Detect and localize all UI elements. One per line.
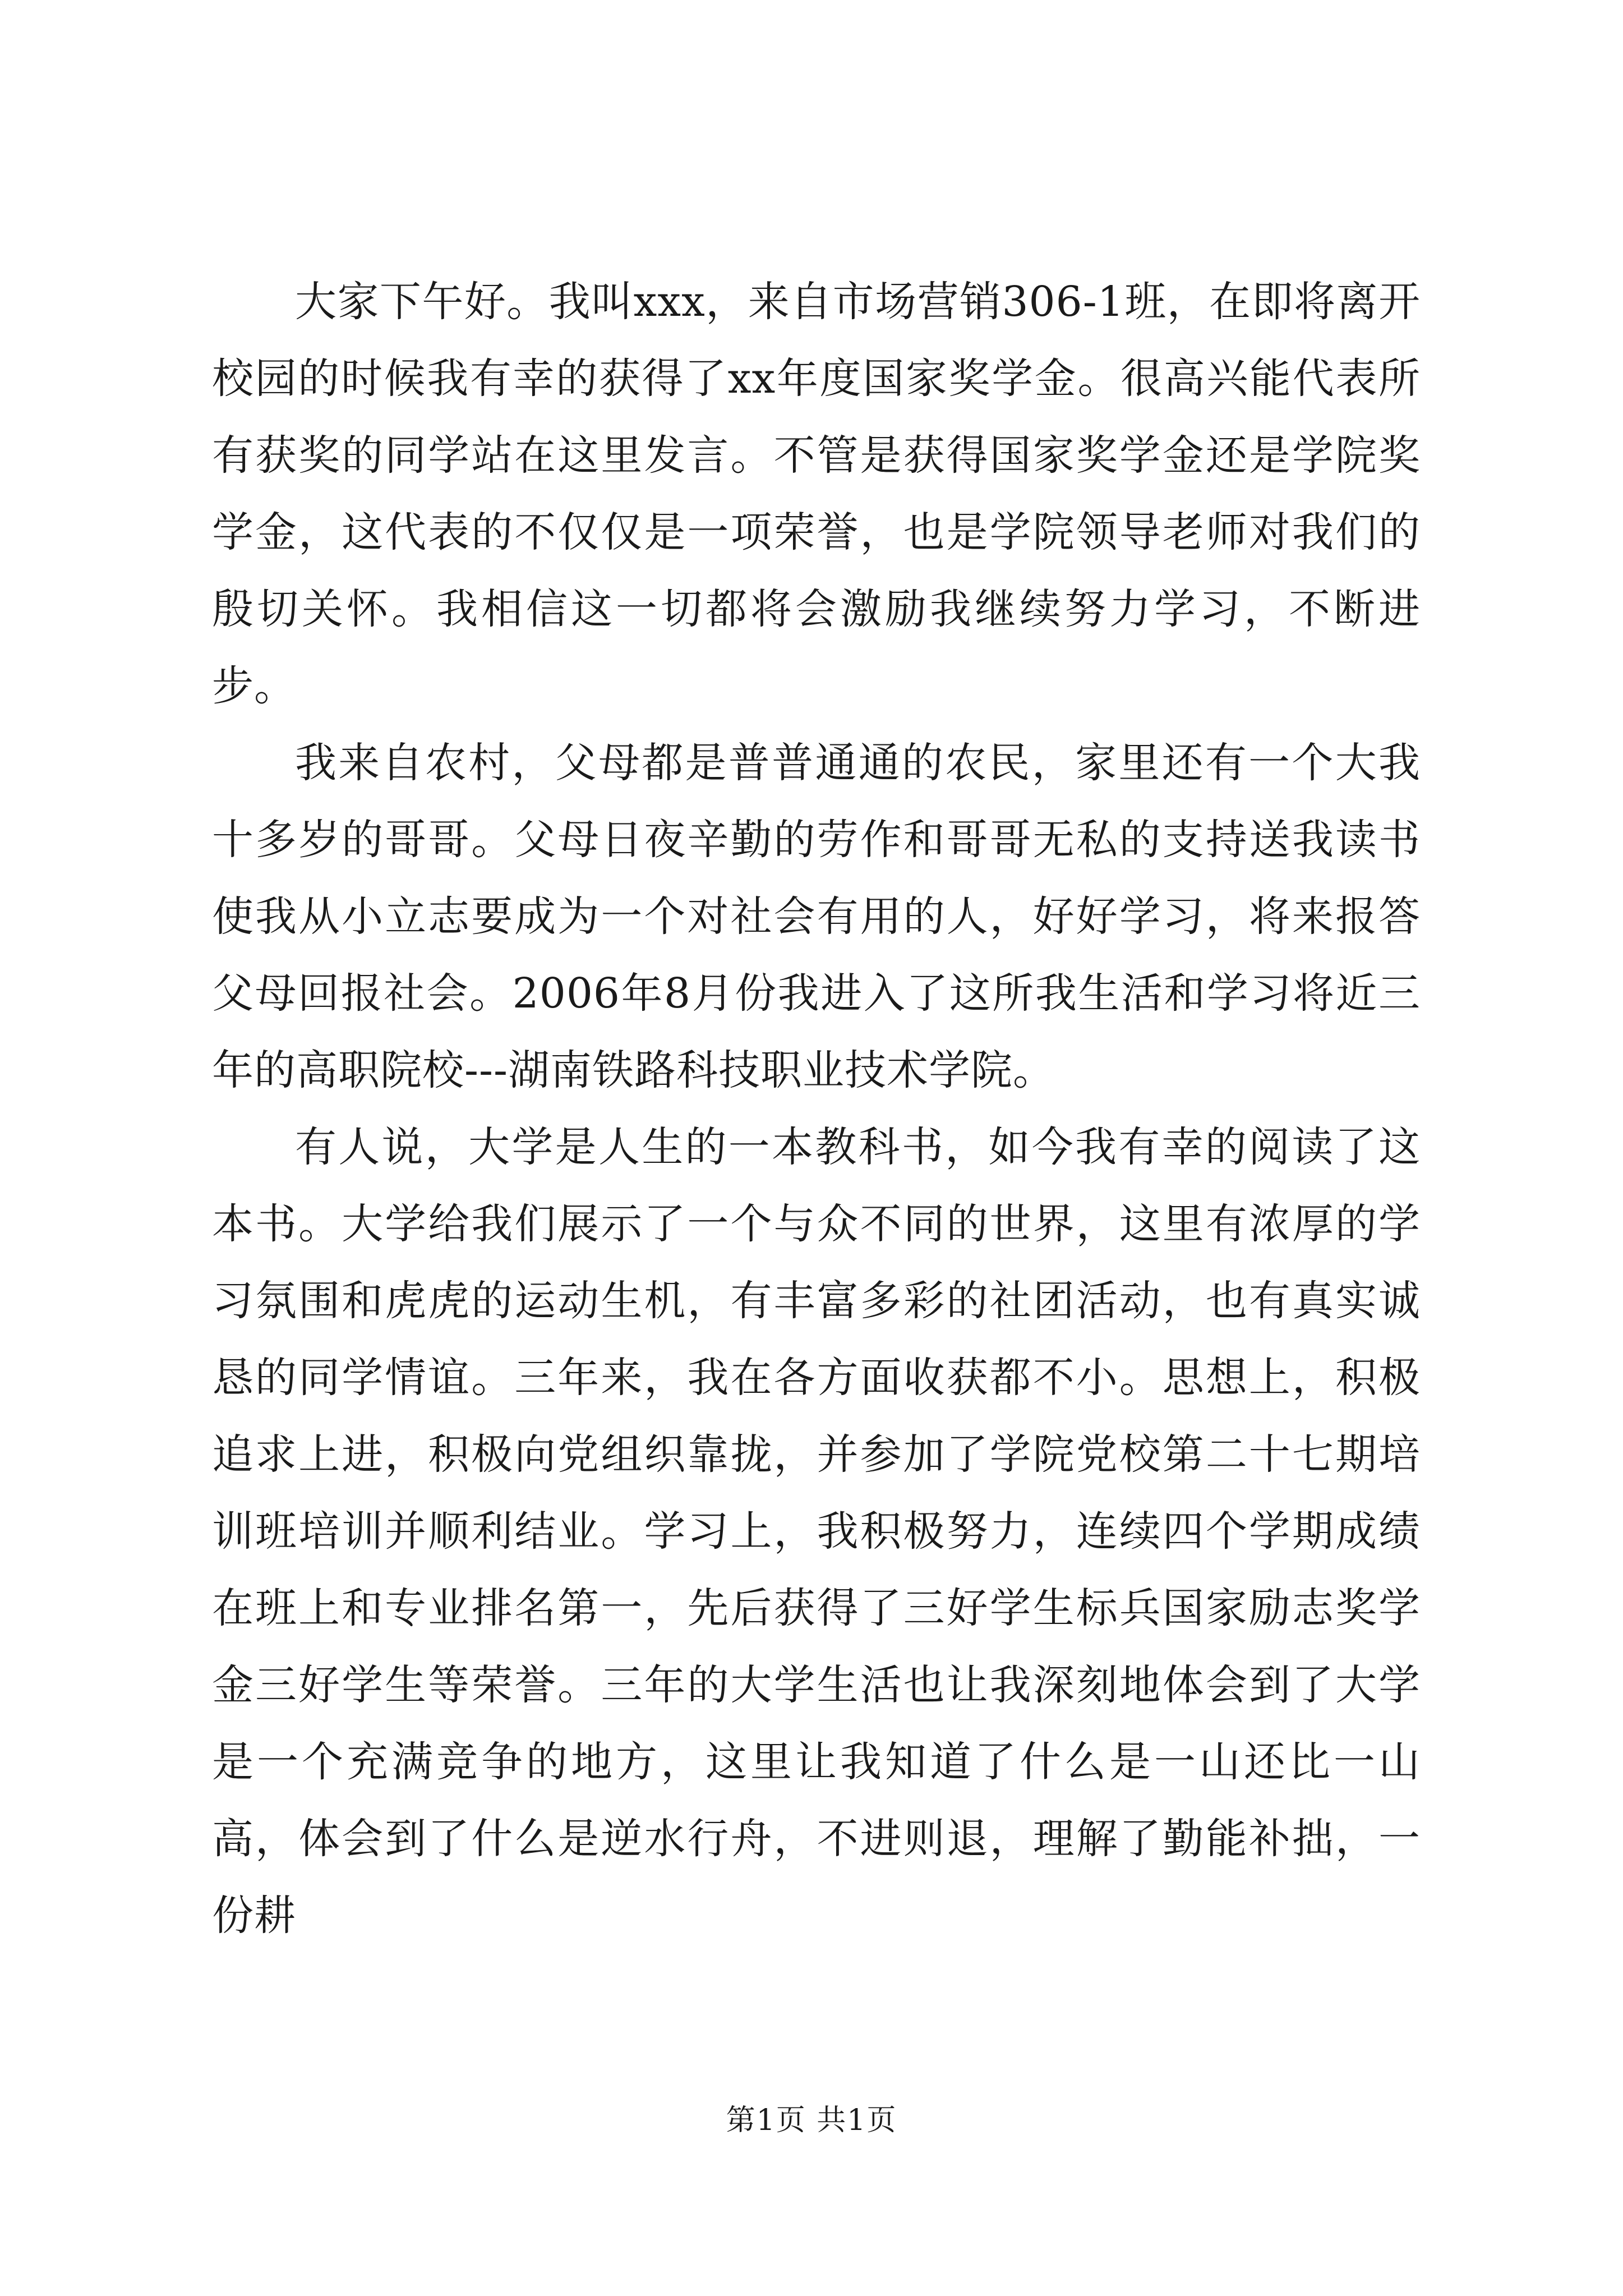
paragraph-3: 有人说，大学是人生的一本教科书，如今我有幸的阅读了这本书。大学给我们展示了一个与众不同的世界，这里有浓厚的学习氛围和虎虎的运动生机，有丰富多彩的社团活动，也有真实诚恳的同学情谊。三年来，我在各方面收获都不小。思想上，积极追求上进，积极向党组织靠拢，并参加了学院党校第二十七期培训班培训并顺利结业。学习上，我积极努力，连续四个学期成绩在班上和专业排名第一，先后获得了三好学生标兵国家励志奖学金三好学生等荣誉。三年的大学生活也让我深刻地体会到了大学是一个充满竞争的地方，这里让我知道了什么是一山还比一山高，体会到了什么是逆水行舟，不进则退，理解了勤能补拙，一份耕	[212, 1123, 1421, 1940]
page-footer: 第1页 共1页	[726, 2104, 897, 2137]
paragraph-2: 我来自农村，父母都是普普通通的农民，家里还有一个大我十多岁的哥哥。父母日夜辛勤的劳作和哥哥无私的支持送我读书使我从小立志要成为一个对社会有用的人，好好学习，将来报答父母回报社会。2006年8月份我进入了这所我生活和学习将近三年的高职院校---湖南铁路科技职业技术学院。	[212, 739, 1421, 1094]
document-body	[212, 264, 1421, 1954]
paragraph-1: 大家下午好。我叫xxx，来自市场营销306-1班，在即将离开校园的时候我有幸的获得了xx年度国家奖学金。很高兴能代表所有获奖的同学站在这里发言。不管是获得国家奖学金还是学院奖学金，这代表的不仅仅是一项荣誉，也是学院领导老师对我们的殷切关怀。我相信这一切都将会激励我继续努力学习，不断进步。	[212, 278, 1421, 710]
